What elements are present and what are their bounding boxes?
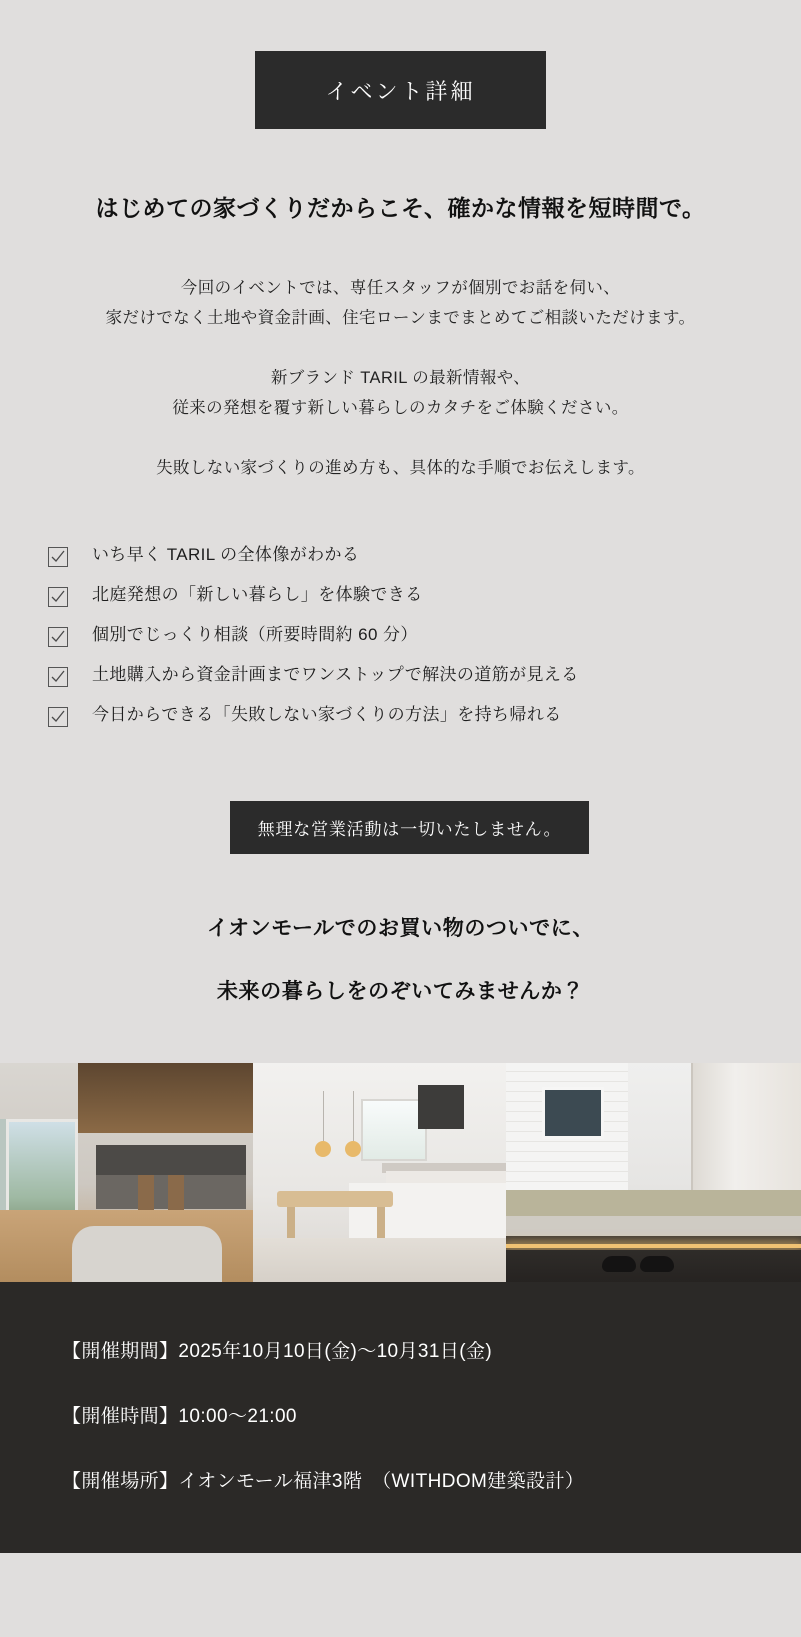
checklist-label: 北庭発想の「新しい暮らし」を体験できる	[92, 585, 423, 604]
event-info-footer	[0, 1282, 801, 1553]
photo-entryway	[506, 1063, 801, 1282]
photo-strip	[0, 1063, 801, 1282]
paragraph-1	[0, 273, 801, 333]
checklist-label: 個別でじっくり相談（所要時間約 60 分）	[92, 625, 418, 644]
checkbox-checked-icon	[48, 667, 68, 687]
closing-line-2: 未来の暮らしをのぞいてみませんか？	[216, 980, 585, 1003]
page-title: はじめての家づくりだからこそ、確かな情報を短時間で。	[95, 195, 706, 221]
benefits-checklist	[0, 543, 801, 727]
paragraph-2-line-2: 従来の発想を覆す新しい暮らしのカタチをご体験ください。	[172, 399, 629, 417]
list-item	[48, 623, 801, 647]
photo-living-room	[0, 1063, 253, 1282]
paragraph-1-line-1: 今回のイベントでは、専任スタッフが個別でお話を伺い、	[180, 279, 621, 297]
checklist-label: 今日からできる「失敗しない家づくりの方法」を持ち帰れる	[92, 705, 562, 724]
list-item	[48, 663, 801, 687]
no-hard-sell-notice: 無理な営業活動は一切いたしません。	[230, 801, 590, 854]
event-location: 【開催場所】イオンモール福津3階 （WITHDOM建築設計）	[62, 1471, 585, 1492]
body-paragraphs	[0, 273, 801, 483]
checkbox-checked-icon	[48, 547, 68, 567]
checklist-label: いち早く TARIL の全体像がわかる	[92, 545, 360, 564]
list-item	[48, 703, 801, 727]
paragraph-2-line-1: 新ブランド TARIL の最新情報や、	[270, 369, 531, 387]
header-section	[0, 0, 801, 129]
paragraph-3	[0, 453, 801, 483]
notice-section	[0, 801, 801, 854]
list-item	[48, 583, 801, 607]
event-hours: 【開催時間】10:00〜21:00	[62, 1406, 297, 1427]
paragraph-3-line-1: 失敗しない家づくりの進め方も、具体的な手順でお伝えします。	[156, 459, 645, 477]
checkbox-checked-icon	[48, 707, 68, 727]
event-detail-badge: イベント詳細	[255, 51, 546, 129]
checklist-label: 土地購入から資金計画までワンストップで解決の道筋が見える	[92, 665, 579, 684]
event-period: 【開催期間】2025年10月10日(金)〜10月31日(金)	[62, 1341, 493, 1362]
paragraph-1-line-2: 家だけでなく土地や資金計画、住宅ローンまでまとめてご相談いただけます。	[105, 309, 696, 327]
photo-kitchen	[253, 1063, 506, 1282]
closing-line-1: イオンモールでのお買い物のついでに、	[207, 917, 594, 940]
closing-message	[0, 912, 801, 1005]
list-item	[48, 543, 801, 567]
checkbox-checked-icon	[48, 587, 68, 607]
checkbox-checked-icon	[48, 627, 68, 647]
paragraph-2	[0, 363, 801, 423]
